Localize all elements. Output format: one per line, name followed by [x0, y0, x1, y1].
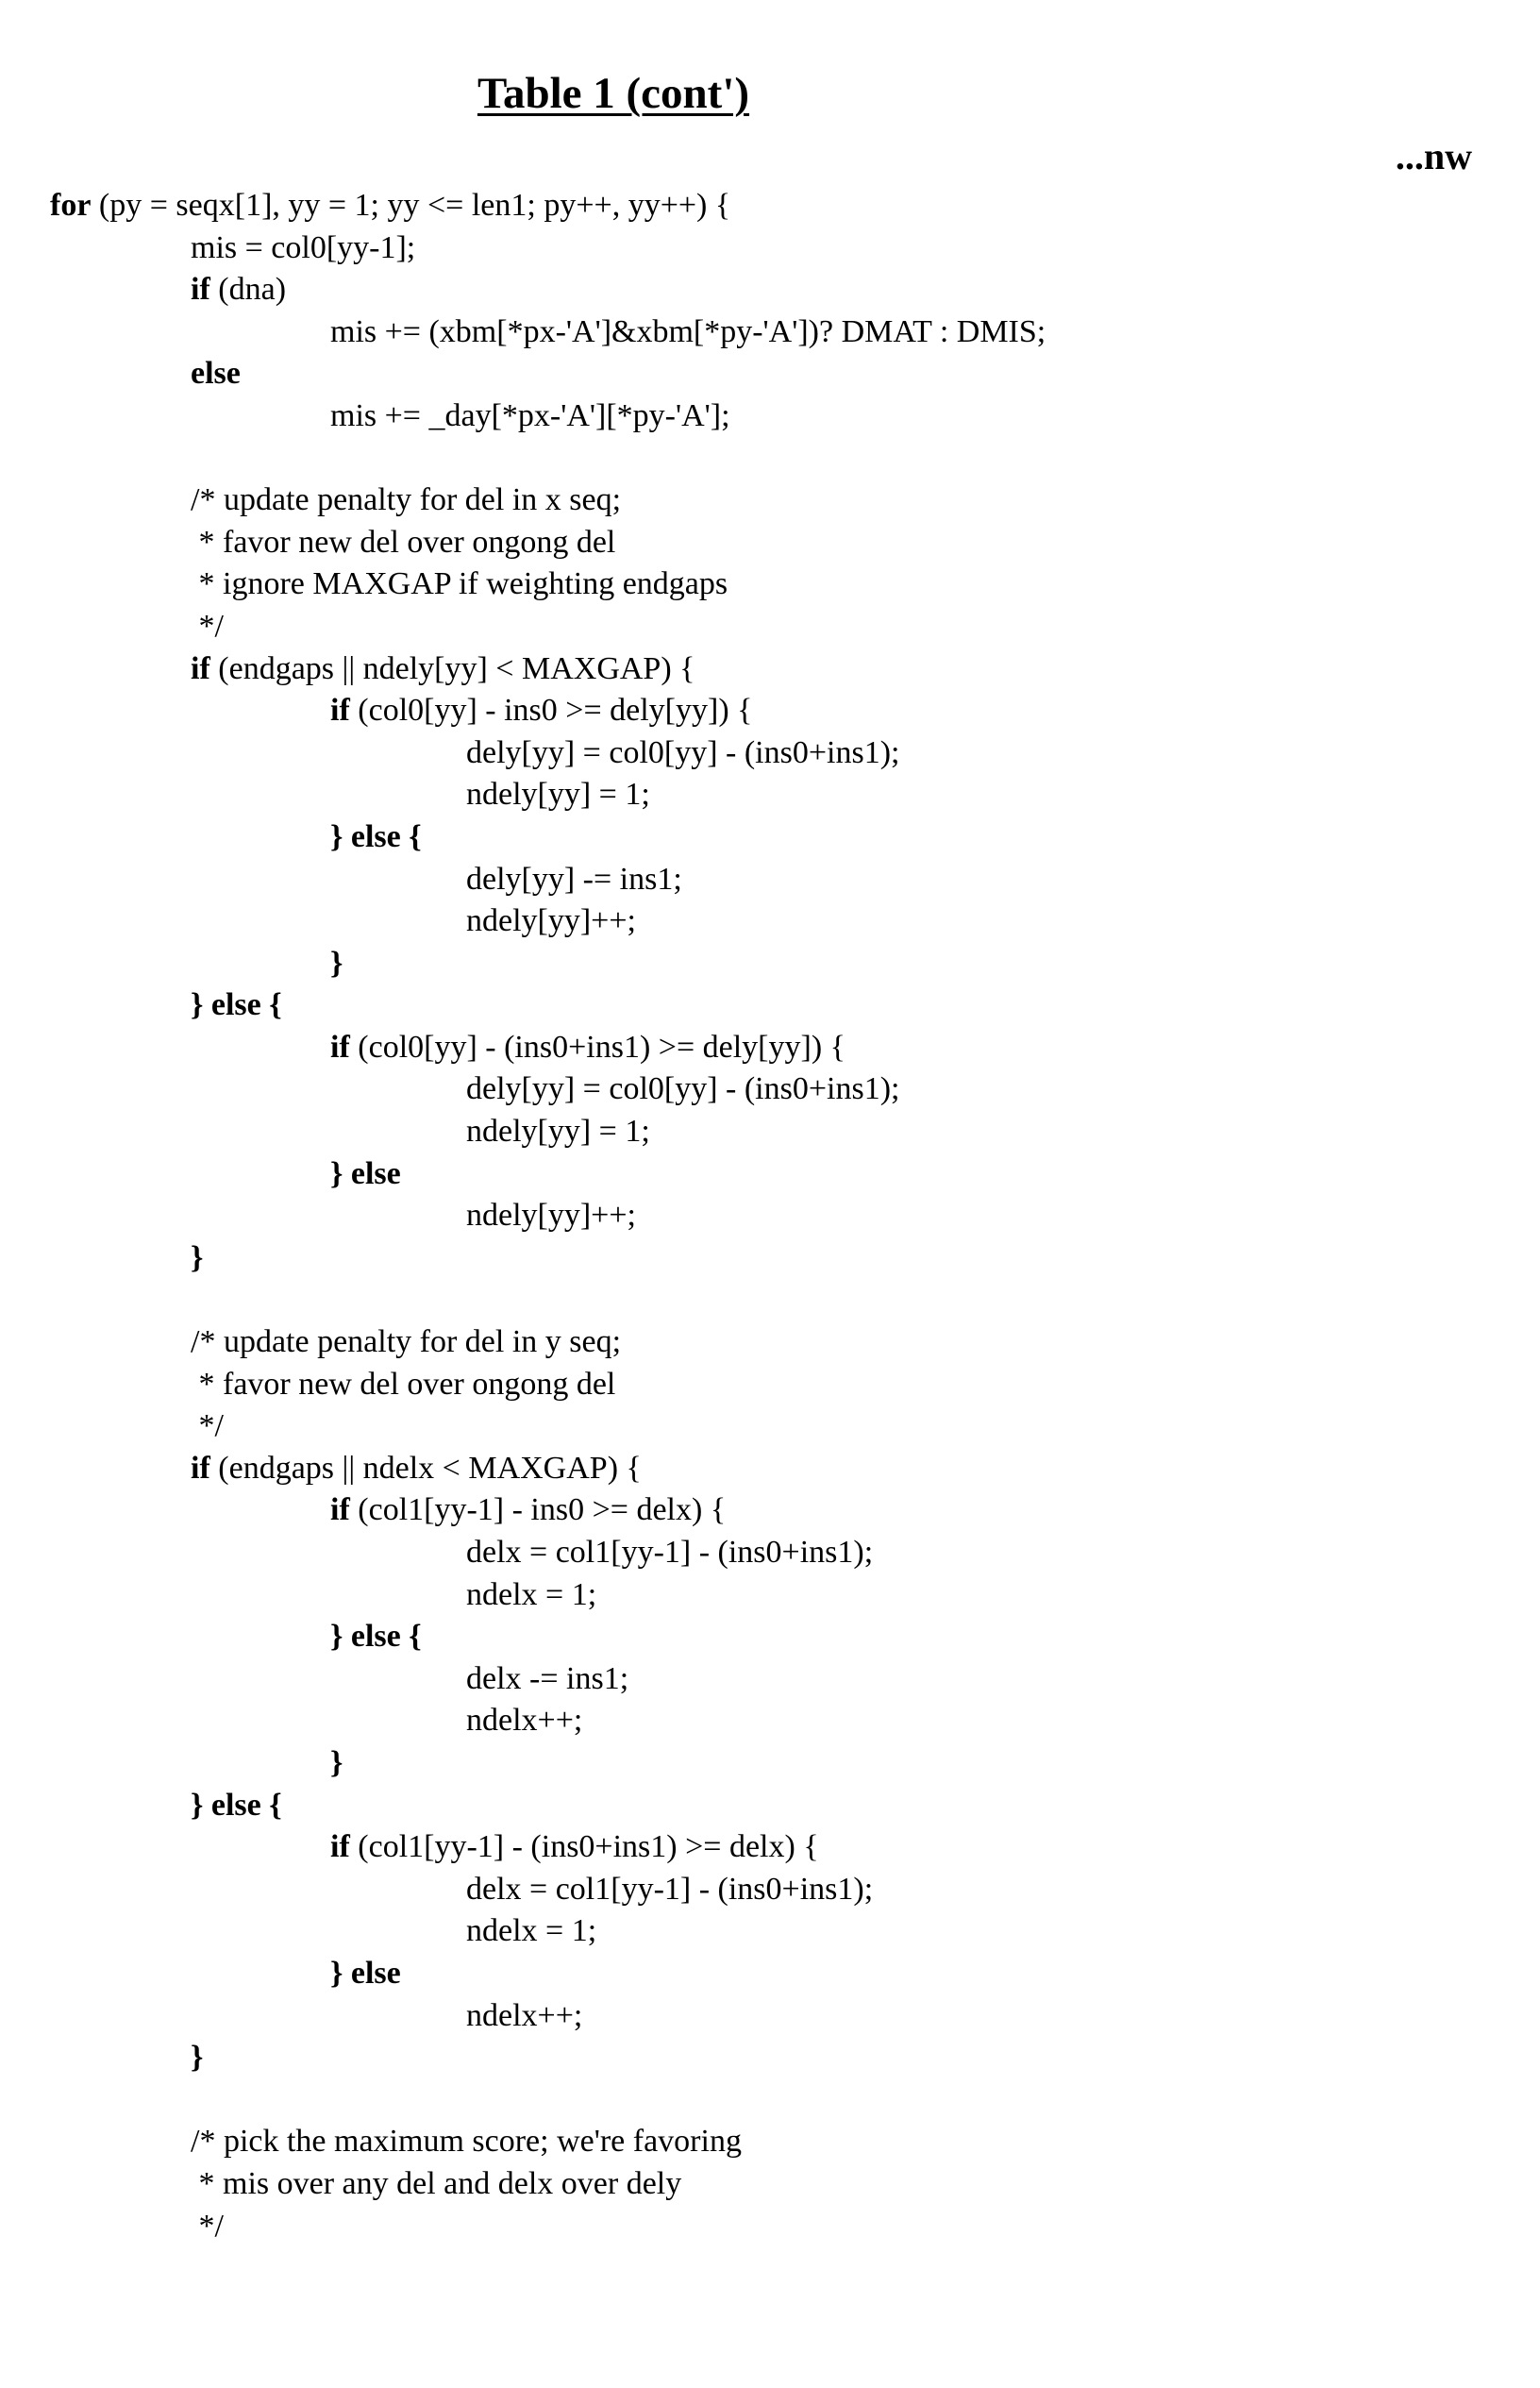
code-text: dely[yy] = col0[yy] - (ins0+ins1);: [466, 735, 899, 770]
code-text: * favor new del over ongong del: [191, 1367, 615, 1402]
code-keyword: if: [330, 1030, 350, 1065]
code-listing: [0, 185, 1540, 2247]
code-text: * favor new del over ongong del: [191, 525, 615, 560]
code-keyword: if: [330, 693, 350, 728]
code-line: [0, 1910, 1540, 1953]
code-line: [0, 648, 1540, 691]
code-line: [0, 1995, 1540, 2038]
code-line: [0, 1489, 1540, 1532]
code-text: (endgaps || ndely[yy] < MAXGAP) {: [210, 651, 695, 686]
code-text: * ignore MAXGAP if weighting endgaps: [191, 566, 728, 601]
code-keyword: if: [330, 1829, 350, 1864]
code-line: [0, 1321, 1540, 1364]
code-line: [0, 1658, 1540, 1701]
code-line: [0, 479, 1540, 522]
code-line: [0, 1869, 1540, 1911]
code-text: (col0[yy] - ins0 >= dely[yy]) {: [350, 693, 753, 728]
code-keyword: } else: [330, 1956, 401, 1991]
code-text: mis += (xbm[*px-'A']&xbm[*py-'A'])? DMAT : DMIS;: [330, 314, 1046, 349]
code-text: * mis over any del and delx over dely: [191, 2166, 681, 2201]
code-text: */: [191, 2209, 224, 2244]
code-line: [0, 774, 1540, 816]
code-line: [0, 859, 1540, 901]
code-text: delx = col1[yy-1] - (ins0+ins1);: [466, 1535, 873, 1570]
code-line: [0, 732, 1540, 775]
code-keyword: for: [50, 188, 91, 223]
code-line: [0, 1826, 1540, 1869]
code-line: [0, 1700, 1540, 1742]
code-keyword: } else {: [330, 1619, 422, 1654]
code-line: [0, 2206, 1540, 2248]
section-marker: ...nw: [1396, 134, 1472, 178]
code-text: (endgaps || ndelx < MAXGAP) {: [210, 1451, 642, 1486]
code-text: (col0[yy] - (ins0+ins1) >= dely[yy]) {: [350, 1030, 845, 1065]
code-line: [0, 1068, 1540, 1111]
code-line: [0, 606, 1540, 648]
code-line: [0, 353, 1540, 395]
code-text: ndelx++;: [466, 1998, 582, 2033]
code-keyword: if: [330, 1492, 350, 1527]
code-line: [0, 269, 1540, 311]
code-text: ndelx = 1;: [466, 1913, 596, 1948]
code-text: ndely[yy]++;: [466, 1198, 636, 1233]
code-line: [0, 522, 1540, 564]
code-text: delx = col1[yy-1] - (ins0+ins1);: [466, 1872, 873, 1907]
code-line: [0, 2037, 1540, 2079]
code-line: [0, 1111, 1540, 1153]
code-line: [0, 1742, 1540, 1785]
code-line: [0, 1237, 1540, 1280]
code-line: [0, 1532, 1540, 1574]
code-text: /* update penalty for del in x seq;: [191, 482, 621, 517]
code-keyword: if: [191, 272, 210, 307]
code-line: [0, 1027, 1540, 1069]
code-keyword: if: [191, 651, 210, 686]
code-text: ndely[yy] = 1;: [466, 1114, 650, 1149]
code-text: dely[yy] -= ins1;: [466, 862, 682, 897]
code-text: (col1[yy-1] - (ins0+ins1) >= delx) {: [350, 1829, 819, 1864]
code-text: ndelx = 1;: [466, 1577, 596, 1612]
code-keyword: }: [191, 2040, 203, 2075]
code-line: [0, 1153, 1540, 1196]
code-keyword: }: [191, 1240, 203, 1275]
code-keyword: } else {: [330, 819, 422, 854]
code-line: [0, 816, 1540, 859]
code-line: [0, 690, 1540, 732]
code-line: [0, 1279, 1540, 1321]
code-text: ndely[yy]++;: [466, 903, 636, 938]
code-line: [0, 1616, 1540, 1658]
code-line: [0, 1785, 1540, 1827]
code-line: [0, 1448, 1540, 1490]
code-line: [0, 1364, 1540, 1406]
code-line: [0, 943, 1540, 985]
code-line: [0, 900, 1540, 943]
code-line: [0, 311, 1540, 354]
code-text: ndely[yy] = 1;: [466, 777, 650, 812]
code-text: mis = col0[yy-1];: [191, 230, 415, 265]
code-keyword: } else: [330, 1156, 401, 1191]
code-line: [0, 1405, 1540, 1448]
code-keyword: }: [330, 946, 343, 981]
code-line: [0, 438, 1540, 480]
code-text: (dna): [210, 272, 286, 307]
code-text: dely[yy] = col0[yy] - (ins0+ins1);: [466, 1071, 899, 1106]
code-line: [0, 2121, 1540, 2163]
code-line: [0, 984, 1540, 1027]
code-line: [0, 1574, 1540, 1617]
code-text: mis += _day[*px-'A'][*py-'A'];: [330, 398, 730, 433]
code-keyword: } else {: [191, 987, 282, 1022]
code-line: [0, 1195, 1540, 1237]
code-line: [0, 563, 1540, 606]
code-line: [0, 227, 1540, 270]
code-text: */: [191, 609, 224, 644]
code-keyword: if: [191, 1451, 210, 1486]
code-text: ndelx++;: [466, 1703, 582, 1738]
code-keyword: }: [330, 1745, 343, 1780]
page-title: Table 1 (cont'): [0, 68, 1227, 119]
code-text: /* update penalty for del in y seq;: [191, 1324, 621, 1359]
code-text: (col1[yy-1] - ins0 >= delx) {: [350, 1492, 726, 1527]
code-line: [0, 185, 1540, 227]
code-text: delx -= ins1;: [466, 1661, 628, 1696]
code-text: (py = seqx[1], yy = 1; yy <= len1; py++, yy++) {: [91, 188, 730, 223]
code-keyword: else: [191, 356, 241, 391]
code-line: [0, 395, 1540, 438]
code-line: [0, 2163, 1540, 2206]
code-line: [0, 1953, 1540, 1995]
code-keyword: } else {: [191, 1788, 282, 1823]
code-text: */: [191, 1408, 224, 1443]
code-line: [0, 2079, 1540, 2122]
code-text: /* pick the maximum score; we're favoring: [191, 2124, 742, 2159]
